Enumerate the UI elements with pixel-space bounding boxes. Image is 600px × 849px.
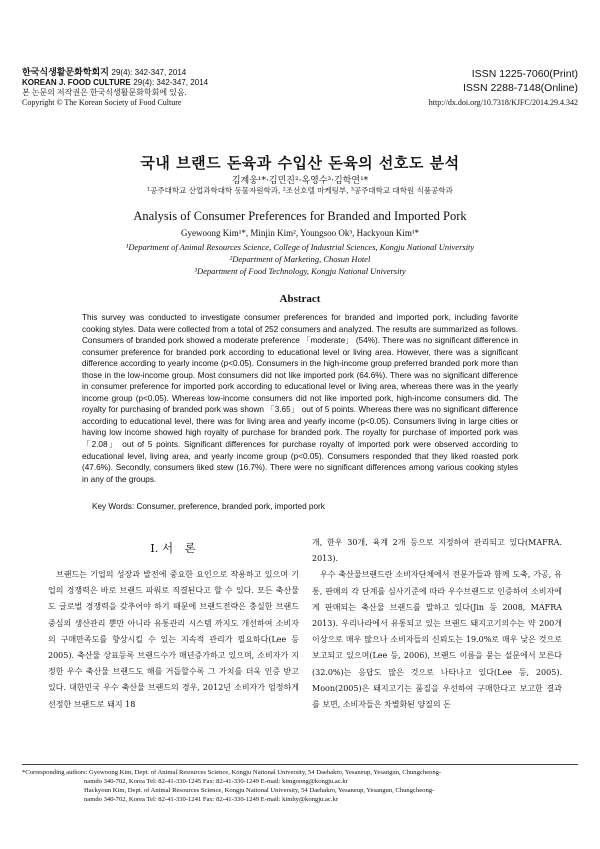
journal-header-eng bbox=[22, 78, 208, 88]
journal-header-kor bbox=[22, 67, 208, 78]
footnote-divider bbox=[22, 764, 578, 765]
journal-name-eng: KOREAN J. FOOD CULTURE bbox=[22, 78, 131, 87]
body-right-paragraph-1: 개, 한우 30개, 육계 2개 등으로 지정하여 관리되고 있다(MAFRA. 2013). bbox=[312, 538, 562, 564]
doi-link[interactable]: http://dx.doi.org/10.7318/KJFC/2014.29.4.342 bbox=[428, 98, 578, 107]
issn-block bbox=[429, 67, 578, 109]
issn-online: ISSN 2288-7148(Online) bbox=[463, 82, 578, 94]
footnote-line-3: Hackyoun Kim, Dept. of Animal Resources Science, Kongju National University, 54 Daehakro, Yesaneup, Yesangun, Chungcheong- bbox=[84, 787, 435, 794]
affiliations-kor: ¹공주대학교 산업과학대학 동물자원학과, ²조선호텔 마케팅부, ³공주대학교 대학원 식품공학과 bbox=[147, 186, 453, 195]
footnote-line-4: namdo 340-702, Korea Tel: 82-41-330-1241 Fax: 82-41-330-1249 E-mail: kimhy@kongju.ac.kr bbox=[84, 796, 338, 803]
abstract-text: This survey was conducted to investigate consumer preferences for branded and imported pork, including favorite cooking styles. Data were collected from a total of 252 consumers and analyzed. The results are summarized as follows. Consumers of branded pork showed a moderate preference 「moderate」 (54%). There was no significant difference in consumer preference for branded pork according to educational level or living area. However, there was a significant difference according to yearly income (p<0.05). Consumers in the high-income group preferred branded pork more than those in the low-income group. Most consumers did not like imported pork (64.6%). There was no significant difference in consumer preference for imported pork according to educational level or living area, whereas there was in the yearly income group (p<0.05). Whereas low-income consumers did not like imported pork, high-income consumers did. The royalty for purchasing of branded pork was shown 「3.65」 out of 5 points. Whereas there was no significant difference according to educational level, there was for living area and yearly income (p<0.05). Consumers living in large cities or having low income showed high royalty of purchase for branded pork. The royalty for purchase of imported pork was 「2.08」 out of 5 points. Significant differences for purchase royalty of imported pork were observed according to educational level, living area, and yearly income group (p<0.05). Consumers responded that they liked roasted pork (47.6%). Secondly, consumers liked stew (16.7%). There were no significant differences among various cooking styles in any of the groups. bbox=[82, 313, 518, 484]
section-heading-introduction: I. 서 론 bbox=[150, 541, 196, 555]
copyright: Copyright © The Korean Society of Food Culture bbox=[22, 98, 182, 107]
body-column-left: 브랜드는 기업의 성장과 발전에 중요한 요인으로 작용하고 있으며 기업의 경쟁력은 바로 브랜드 파워로 직결된다고 할 수 있다. 모든 축산물도 글로벌 경쟁력을 갖추어야 하기 때문에 브랜드전략은 충실한 브랜드 중심의 생산관리 뿐만 아니라 유통관리 시스템 까지도 개선하여 소비자의 구매만족도를 향상시킬 수 있는 지속적 관리가 필요하다(Lee 등 2005). 축산물 상표등록 브랜드수가 매년증가하고 있으며, 소비자가 지정한 우수 축산물 브랜드도 해를 거듭할수록 그 가치를 더욱 인증 받고 있다. 대한민국 우수 축산물 브랜드의 경우, 2012년 소비자가 엄정하게 선정한 브랜드로 돼지 18 bbox=[48, 570, 299, 709]
body-right-paragraph-2: 우수 축산물브랜드란 소비자단체에서 전문가들과 함께 도축, 가공, 유통, 판매의 각 단계를 심사기준에 따라 우수브랜드로 인증하여 소비자에게 판매되는 축산물 브랜드를 말하고 있다(Jin 등 2008, MAFRA 2013). 우리나라에서 유통되고 있는 브랜드 돼지고기의수는 약 200개 이상으로 매우 많으나 소비자들의 신뢰도는 19.0%로 매우 낮은 것으로 보고되고 있으며(Lee 등, 2006), 브랜드 이름을 묻는 설문에서 모른다(32.0%)는 응답도 많은 것으로 나타나고 있다(Lee 등, 2005). Moon(2005)은 돼지고기는 품질을 우선하여 구매한다고 보고한 결과를 보면, 소비자들은 차별화된 양질의 돈 bbox=[312, 570, 562, 710]
abstract-heading: Abstract bbox=[279, 293, 321, 305]
affiliation-eng-3: ³Department of Food Technology, Kongju National University bbox=[194, 266, 406, 276]
keywords: Key Words: Consumer, preference, branded pork, imported pork bbox=[92, 502, 325, 511]
issn-print: ISSN 1225-7060(Print) bbox=[471, 68, 578, 80]
journal-header bbox=[22, 67, 208, 108]
footnote-line-1: *Corresponding authors: Gyewoong Kim, Dept. of Animal Resources Science, Kongju National University, 54 Daehakro, Yesaneup, Yesangun, Chungcheong- bbox=[22, 769, 442, 776]
title-kor: 국내 브랜드 돈육과 수입산 돈육의 선호도 분석 bbox=[140, 154, 460, 172]
authors-eng: Gyewoong Kim¹*, Minjin Kim², Youngsoo Ok³, Hackyoun Kim¹* bbox=[180, 228, 420, 238]
footnote-line-2: namdo 340-702, Korea Tel: 82-41-330-1245 Fax: 82-41-330-1249 E-mail: kimgoong@kongju.ac.kr bbox=[84, 778, 348, 785]
body-column-right bbox=[312, 535, 562, 713]
authors-kor: 김계웅¹*·김민진²·옥영수³·김학연¹* bbox=[231, 176, 369, 186]
affiliation-eng-2: ²Department of Marketing, Chosun Hotel bbox=[229, 254, 371, 264]
journal-volume-eng: 29(4): 342-347, 2014 bbox=[133, 78, 209, 87]
journal-name-kor: 한국식생활문화학회지 bbox=[22, 67, 109, 77]
affiliation-eng-1: ¹Department of Animal Resources Science, College of Industrial Sciences, Kongju National University bbox=[125, 242, 475, 252]
journal-volume-kor: 29(4): 342-347, 2014 bbox=[111, 68, 187, 77]
copyright-notice-kor: 본 논문의 저작권은 한국식생활문화학회에 있음. bbox=[22, 88, 187, 97]
title-eng: Analysis of Consumer Preferences for Branded and Imported Pork bbox=[133, 209, 467, 223]
